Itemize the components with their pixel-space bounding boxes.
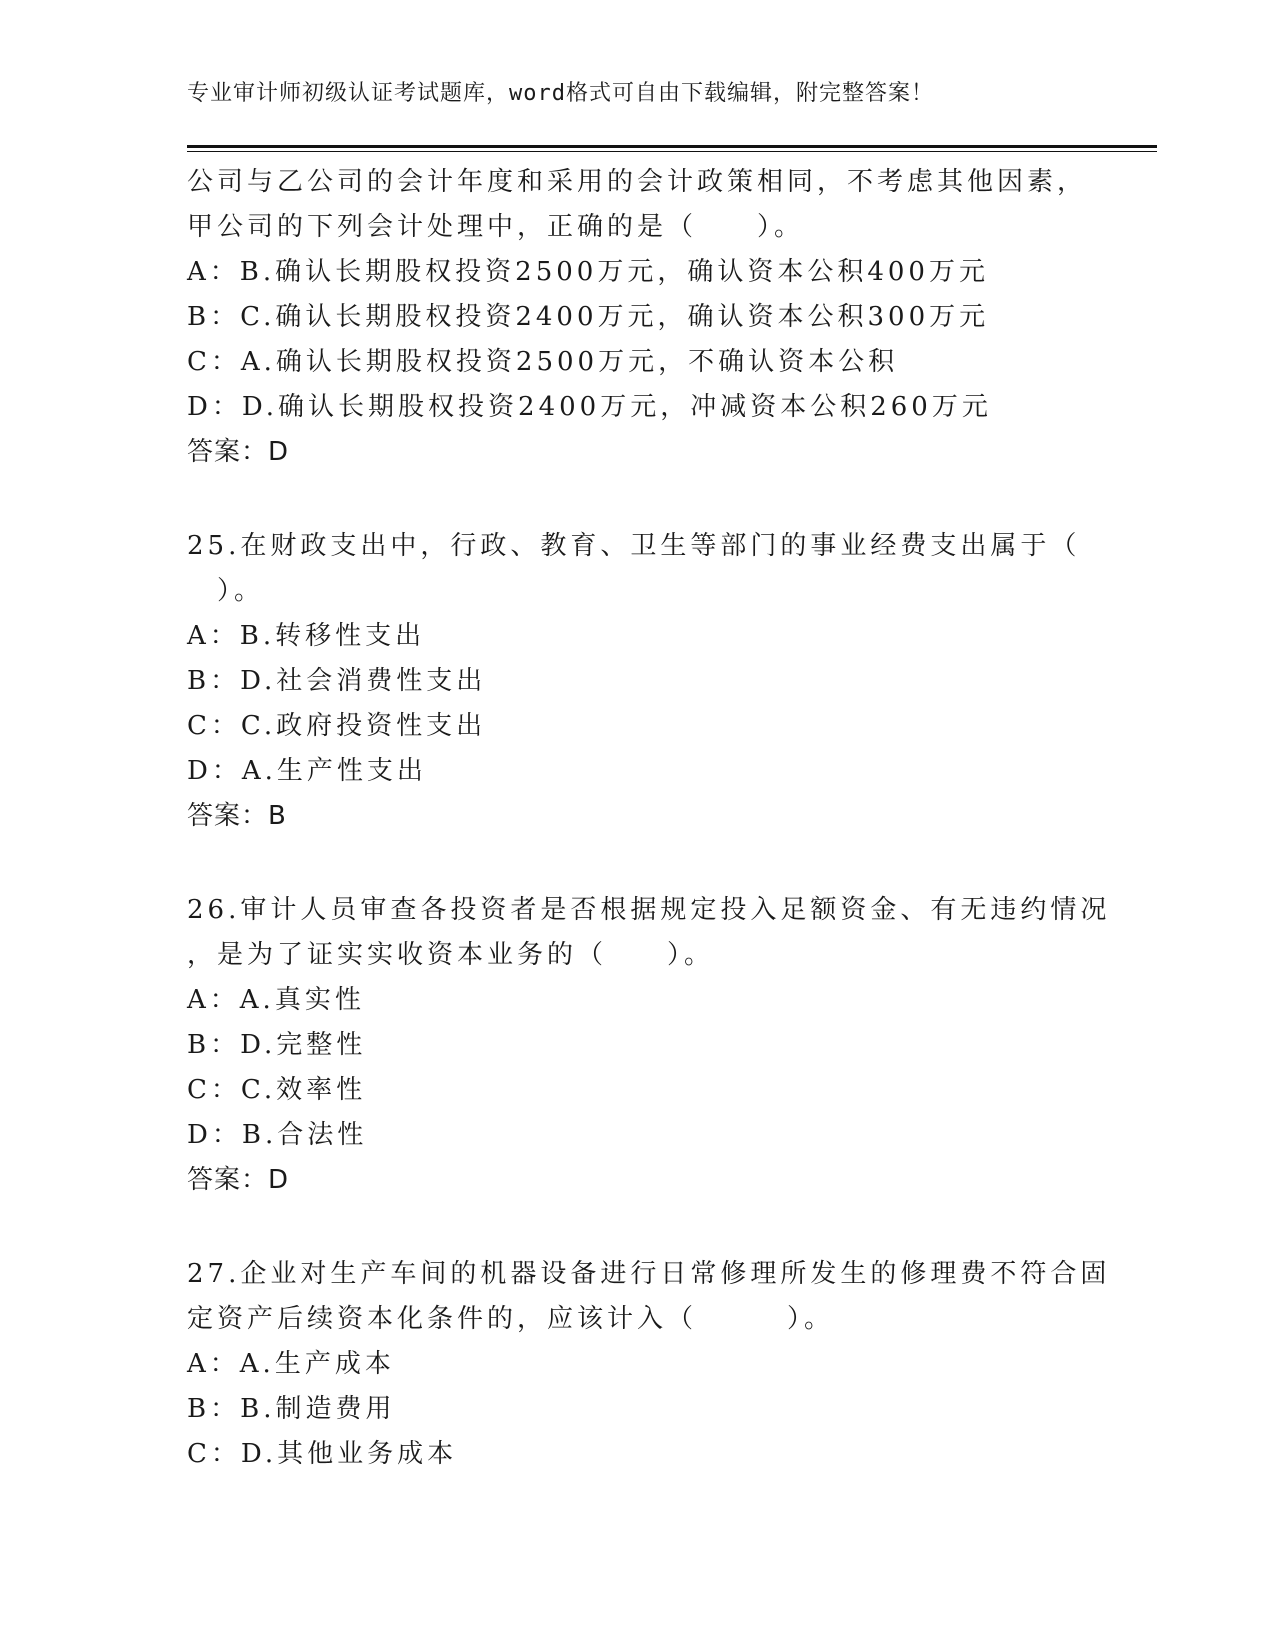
option-d: D：B.合法性: [187, 1120, 368, 1150]
question-stem-line: ，是为了证实实收资本业务的（ ）。: [187, 940, 715, 970]
option-c: C：A.确认长期股权投资2500万元，不确认资本公积: [187, 347, 899, 377]
question-block-25: [187, 524, 1087, 839]
option-b: B：D.社会消费性支出: [187, 666, 487, 696]
option-d: D：D.确认长期股权投资2400万元，冲减资本公积260万元: [187, 392, 992, 422]
option-a: A：B.确认长期股权投资2500万元，确认资本公积400万元: [187, 257, 989, 287]
question-stem-line: 甲公司的下列会计处理中，正确的是（ ）。: [187, 212, 805, 242]
question-stem-line: 26.审计人员审查各投资者是否根据规定投入足额资金、有无违约情况: [187, 895, 1111, 925]
option-a: A：A.生产成本: [187, 1349, 395, 1379]
question-block-26: [187, 888, 1111, 1203]
option-c: C：C.政府投资性支出: [187, 711, 487, 741]
answer: 答案：B: [187, 801, 287, 831]
answer: 答案：D: [187, 1165, 290, 1195]
question-stem-line: ）。: [187, 576, 265, 606]
option-c: C：D.其他业务成本: [187, 1439, 458, 1469]
question-list: [187, 160, 1111, 1477]
option-a: A：B.转移性支出: [187, 621, 426, 651]
page-header: 专业审计师初级认证考试题库，word格式可自由下载编辑，附完整答案！: [187, 81, 934, 106]
option-b: B：D.完整性: [187, 1030, 367, 1060]
question-block-27: [187, 1252, 1111, 1477]
question-stem-line: 公司与乙公司的会计年度和采用的会计政策相同，不考虑其他因素，: [187, 167, 1088, 197]
question-block-24: [187, 160, 1087, 475]
header-rule-thick: [187, 145, 1157, 148]
option-c: C：C.效率性: [187, 1075, 367, 1105]
question-stem-line: 27.企业对生产车间的机器设备进行日常修理所发生的修理费不符合固: [187, 1259, 1111, 1289]
option-b: B：B.制造费用: [187, 1394, 396, 1424]
question-stem-line: 25.在财政支出中，行政、教育、卫生等部门的事业经费支出属于（: [187, 531, 1081, 561]
option-d: D：A.生产性支出: [187, 756, 427, 786]
option-b: B：C.确认长期股权投资2400万元，确认资本公积300万元: [187, 302, 990, 332]
option-a: A：A.真实性: [187, 985, 365, 1015]
header-rule-thin: [187, 151, 1157, 152]
question-stem-line: 定资产后续资本化条件的，应该计入（ ）。: [187, 1304, 835, 1334]
answer: 答案：D: [187, 437, 290, 467]
